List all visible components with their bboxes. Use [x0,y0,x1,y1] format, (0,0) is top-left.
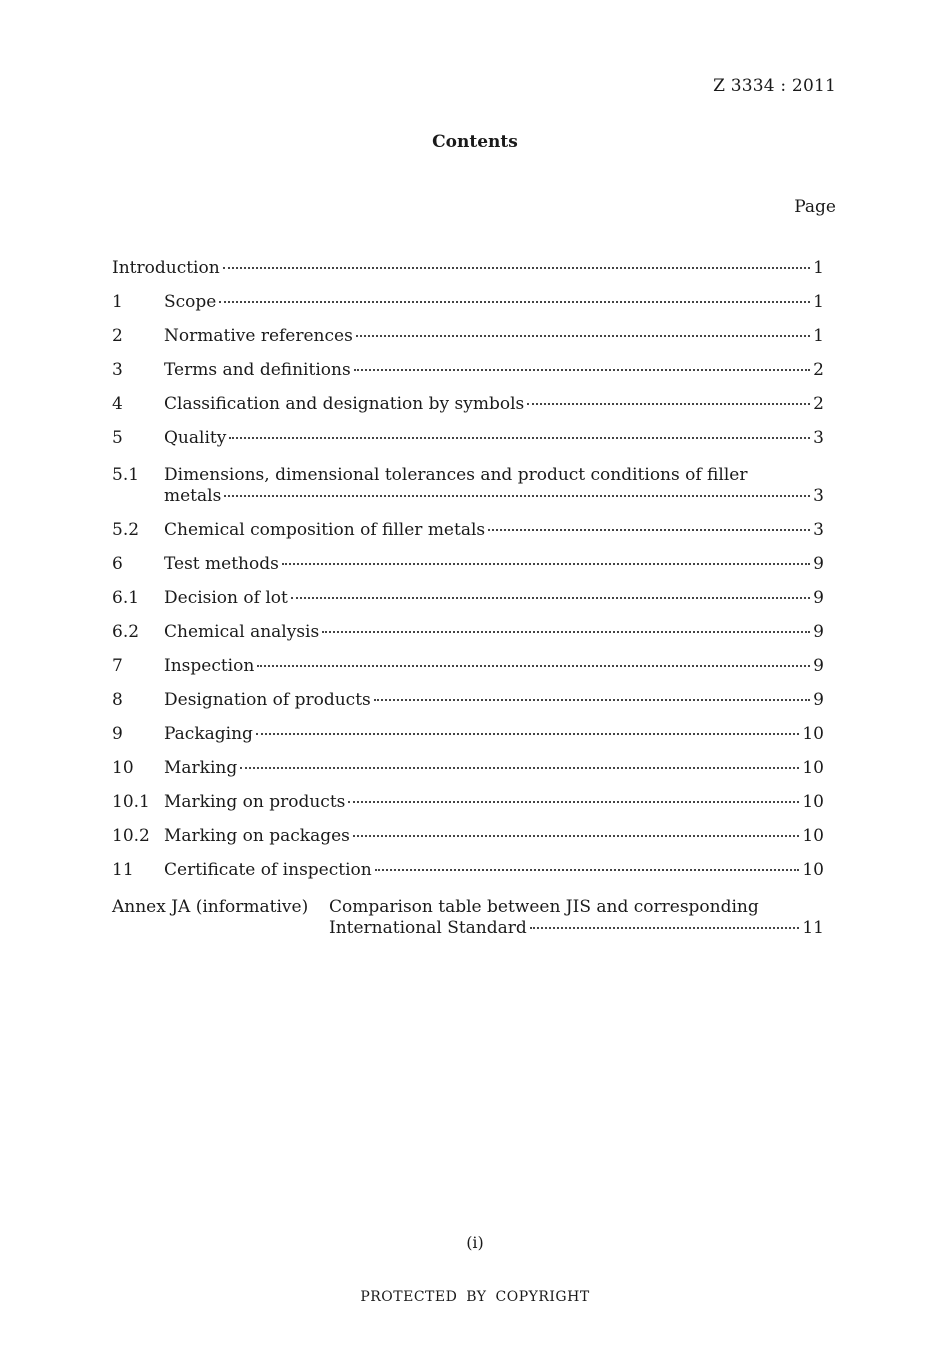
toc-section-number: 8 [112,690,123,710]
toc-page-number: 9 [813,588,824,608]
toc-entry[interactable] [112,657,824,676]
toc-entry[interactable] [112,361,824,380]
toc-entry-title: Packaging [164,724,253,744]
dot-leader [354,369,811,371]
toc-entry-annex[interactable] [112,895,824,938]
dot-leader [257,665,810,667]
dot-leader [229,437,810,439]
toc-section-number: 4 [112,394,123,414]
toc-entry-title-line2: metals [164,486,222,506]
dot-leader [240,767,799,769]
dot-leader [375,869,800,871]
toc-entry[interactable] [112,463,824,506]
toc-page-number: 2 [813,360,824,380]
dot-leader [356,335,810,337]
toc-entry[interactable] [112,555,824,574]
toc-entry-title: Scope [164,292,217,312]
footer-page-number: (i) [466,1233,484,1252]
toc-section-number: 3 [112,360,123,380]
toc-section-number: 6 [112,554,123,574]
dot-leader [527,403,810,405]
toc-entry-title: Marking on products [164,792,346,812]
dot-leader [223,267,811,269]
toc-entry-title: Quality [164,428,227,448]
toc-entry[interactable] [112,861,824,880]
toc-entry-title: Chemical analysis [164,622,320,642]
toc-entry-title: Inspection [164,656,255,676]
toc-entry[interactable] [112,623,824,642]
toc-section-number: 7 [112,656,123,676]
dot-leader [374,699,810,701]
toc-page-number: 9 [813,690,824,710]
toc-entry-title: Chemical composition of filler metals [164,520,486,540]
toc-entry-title-line2: International Standard [329,918,527,938]
dot-leader [488,529,810,531]
toc-section-number: 6.2 [112,622,140,642]
toc-page-number: 9 [813,622,824,642]
toc-page-number: 11 [802,918,824,938]
toc-entry-title: Introduction [112,258,220,278]
dot-leader [219,301,810,303]
toc-page-number: 10 [802,792,824,812]
toc-entry-title: Decision of lot [164,588,288,608]
toc-section-number: 10.1 [112,792,150,812]
toc-section-number: 2 [112,326,123,346]
table-of-contents [112,259,824,953]
toc-entry[interactable] [112,293,824,312]
standard-number: Z 3334 : 2011 [713,76,836,96]
toc-section-number: 6.1 [112,588,140,608]
toc-entry-title-line1: Dimensions, dimensional tolerances and product conditions of filler [164,465,748,485]
toc-entry-title: Classification and designation by symbols [164,394,525,414]
toc-entry[interactable] [112,521,824,540]
toc-entry[interactable] [112,725,824,744]
toc-entry-title: Normative references [164,326,353,346]
dot-leader [530,927,800,929]
copyright-notice: PROTECTED BY COPYRIGHT [360,1289,590,1305]
toc-entry[interactable] [112,589,824,608]
dot-leader [224,495,810,497]
toc-section-number: 10.2 [112,826,150,846]
toc-page-number: 9 [813,554,824,574]
toc-section-number: 5 [112,428,123,448]
toc-entry[interactable] [112,759,824,778]
toc-entry-title: Marking [164,758,238,778]
dot-leader [322,631,810,633]
toc-entry-title-line1: Comparison table between JIS and corresponding [329,897,759,917]
toc-page-number: 1 [813,326,824,346]
dot-leader [291,597,810,599]
toc-page-number: 10 [802,826,824,846]
toc-page-number: 2 [813,394,824,414]
toc-entry-title: Test methods [164,554,279,574]
dot-leader [348,801,799,803]
toc-section-number: 1 [112,292,123,312]
dot-leader [282,563,810,565]
toc-entry-title: Marking on packages [164,826,350,846]
toc-page-number: 1 [813,258,824,278]
toc-entry-title: Certificate of inspection [164,860,372,880]
toc-page-number: 3 [813,520,824,540]
toc-entry[interactable] [112,793,824,812]
toc-section-number: 10 [112,758,134,778]
toc-entry-introduction[interactable] [112,259,824,278]
toc-page-number: 3 [813,428,824,448]
toc-page-number: 10 [802,758,824,778]
toc-section-number: 5.1 [112,465,140,485]
dot-leader [353,835,799,837]
toc-entry[interactable] [112,691,824,710]
toc-page-number: 1 [813,292,824,312]
toc-entry[interactable] [112,327,824,346]
toc-section-number: 11 [112,860,134,880]
toc-page-number: 3 [813,486,824,506]
toc-page-number: 9 [813,656,824,676]
toc-entry-title: Designation of products [164,690,371,710]
toc-annex-label: Annex JA (informative) [112,897,309,917]
page-title: Contents [432,132,518,152]
toc-entry[interactable] [112,429,824,448]
dot-leader [256,733,799,735]
toc-page-number: 10 [802,860,824,880]
toc-page-number: 10 [802,724,824,744]
toc-entry[interactable] [112,395,824,414]
toc-entry-title: Terms and definitions [164,360,351,380]
page-column-label: Page [794,197,836,217]
toc-entry[interactable] [112,827,824,846]
toc-section-number: 5.2 [112,520,140,540]
toc-section-number: 9 [112,724,123,744]
